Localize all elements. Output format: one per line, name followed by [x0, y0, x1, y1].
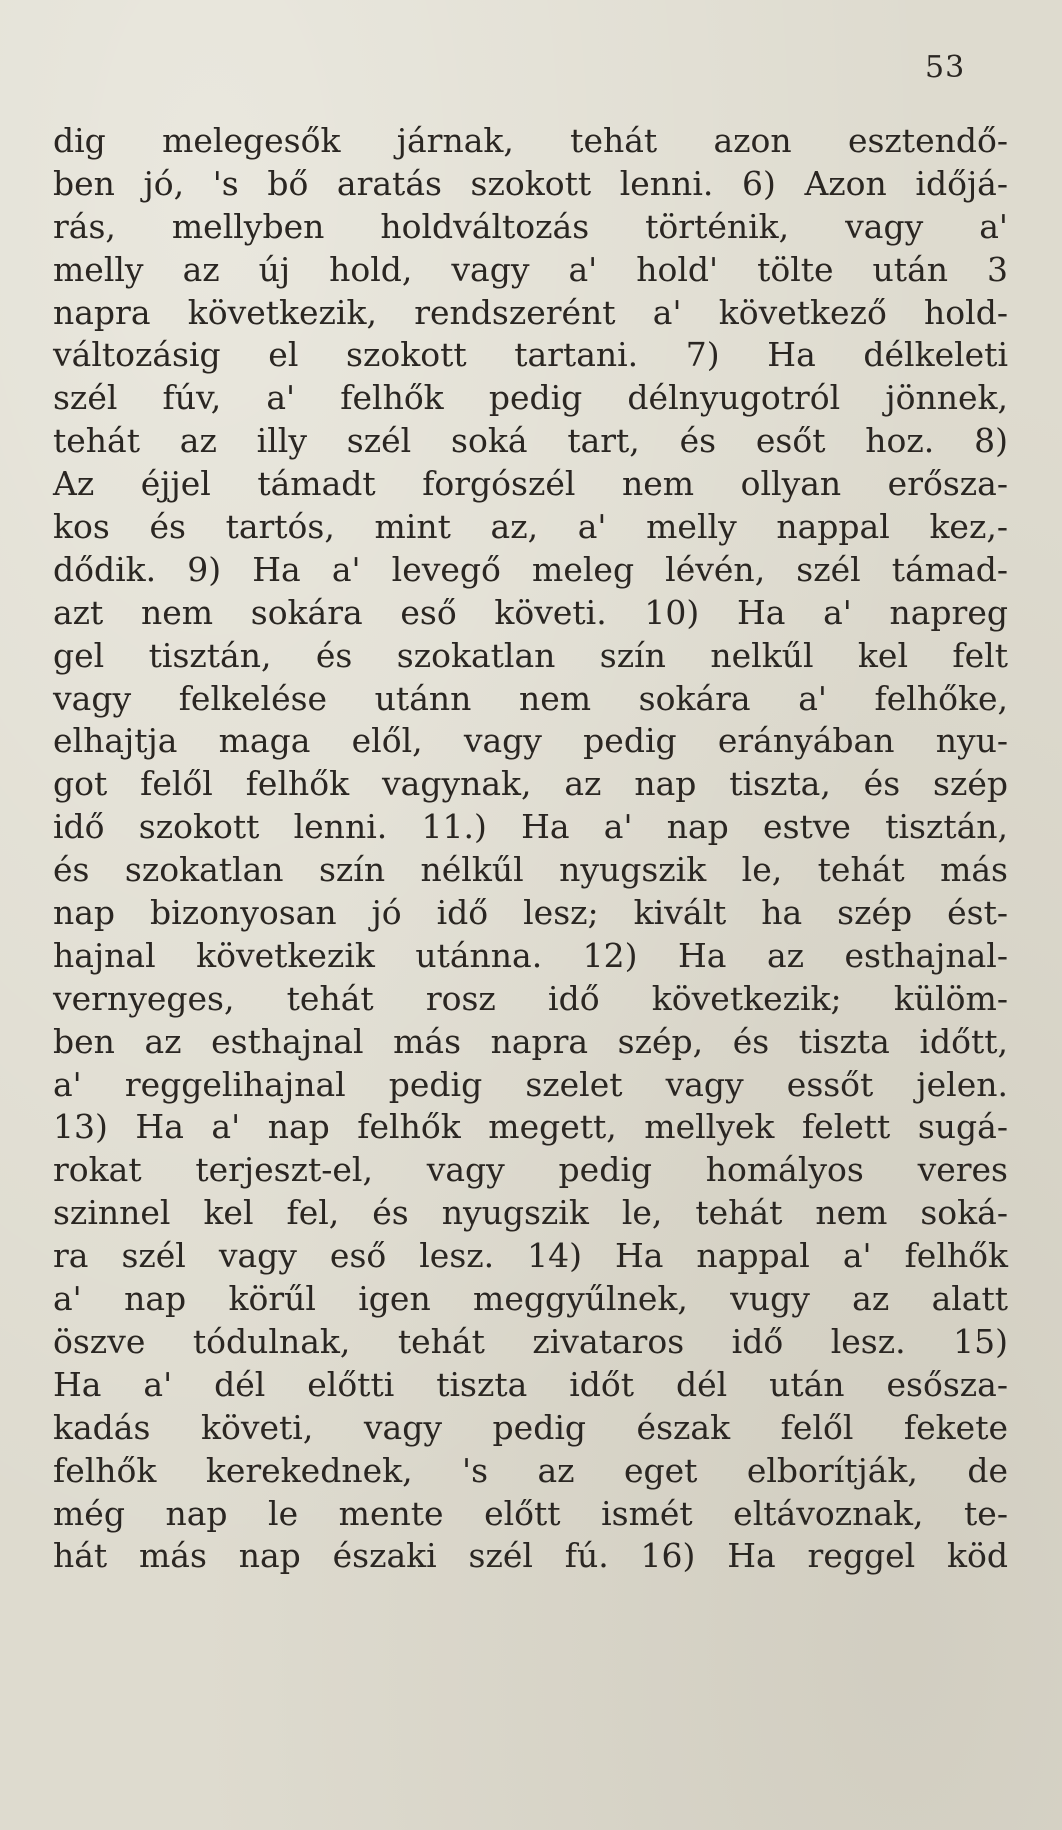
text-line: öszve tódulnak, tehát zivataros idő lesz. 15)	[53, 1321, 1008, 1361]
body-text	[53, 120, 1008, 1578]
text-line: azt nem sokára eső követi. 10) Ha a' napreg	[53, 592, 1008, 632]
text-line: ben az esthajnal más napra szép, és tiszta időtt,	[53, 1021, 1008, 1061]
text-line: szinnel kel fel, és nyugszik le, tehát nem soká-	[53, 1193, 1008, 1233]
text-line: rás, mellyben holdváltozás történik, vagy a'	[53, 206, 1008, 246]
text-line: idő szokott lenni. 11.) Ha a' nap estve tisztán,	[53, 807, 1008, 847]
text-line: nap bizonyosan jó idő lesz; kivált ha szép ést-	[53, 893, 1008, 933]
text-line: vernyeges, tehát rosz idő következik; külöm-	[53, 978, 1008, 1018]
text-line: a' nap körűl igen meggyűlnek, vugy az alatt	[53, 1279, 1008, 1319]
text-line: ben jó, 's bő aratás szokott lenni. 6) Azon időjá-	[53, 163, 1008, 203]
text-line: Ha a' dél előtti tiszta időt dél után esősza-	[53, 1364, 1008, 1404]
text-line: a' reggelihajnal pedig szelet vagy essőt jelen.	[53, 1064, 1008, 1104]
text-line: változásig el szokott tartani. 7) Ha délkeleti	[53, 335, 1008, 375]
text-line: napra következik, rendszerént a' következő hold-	[53, 292, 1008, 332]
text-line: gel tisztán, és szokatlan szín nelkűl kel felt	[53, 635, 1008, 675]
text-line: tehát az illy szél soká tart, és esőt hoz. 8)	[53, 421, 1008, 461]
text-line: got felől felhők vagynak, az nap tiszta, és szép	[53, 764, 1008, 804]
text-line: kos és tartós, mint az, a' melly nappal kez,-	[53, 507, 1008, 547]
text-line: melly az új hold, vagy a' hold' tölte után 3	[53, 249, 1008, 289]
text-line: szél fúv, a' felhők pedig délnyugotról jönnek,	[53, 378, 1008, 418]
text-line: rokat terjeszt-el, vagy pedig homályos veres	[53, 1150, 1008, 1190]
text-line: hát más nap északi szél fú. 16) Ha reggel köd	[53, 1536, 1008, 1576]
text-line: kadás követi, vagy pedig észak felől fekete	[53, 1407, 1008, 1447]
text-line: felhők kerekednek, 's az eget elborítják, de	[53, 1450, 1008, 1490]
text-line: hajnal következik utánna. 12) Ha az esthajnal-	[53, 935, 1008, 975]
text-line: ra szél vagy eső lesz. 14) Ha nappal a' felhők	[53, 1236, 1008, 1276]
text-line: elhajtja maga elől, vagy pedig erányában nyu-	[53, 721, 1008, 761]
text-line: dődik. 9) Ha a' levegő meleg lévén, szél támad-	[53, 549, 1008, 589]
text-line: dig melegesők járnak, tehát azon esztendő-	[53, 121, 1008, 160]
text-line: vagy felkelése utánn nem sokára a' felhőke,	[53, 678, 1008, 718]
text-line: Az éjjel támadt forgószél nem ollyan erősza-	[53, 464, 1008, 504]
text-line: és szokatlan szín nélkűl nyugszik le, tehát más	[53, 850, 1008, 890]
text-line: 13) Ha a' nap felhők megett, mellyek felett sugá-	[53, 1107, 1008, 1147]
page-number: 53	[925, 50, 966, 85]
text-line: még nap le mente előtt ismét eltávoznak, te-	[53, 1493, 1008, 1533]
